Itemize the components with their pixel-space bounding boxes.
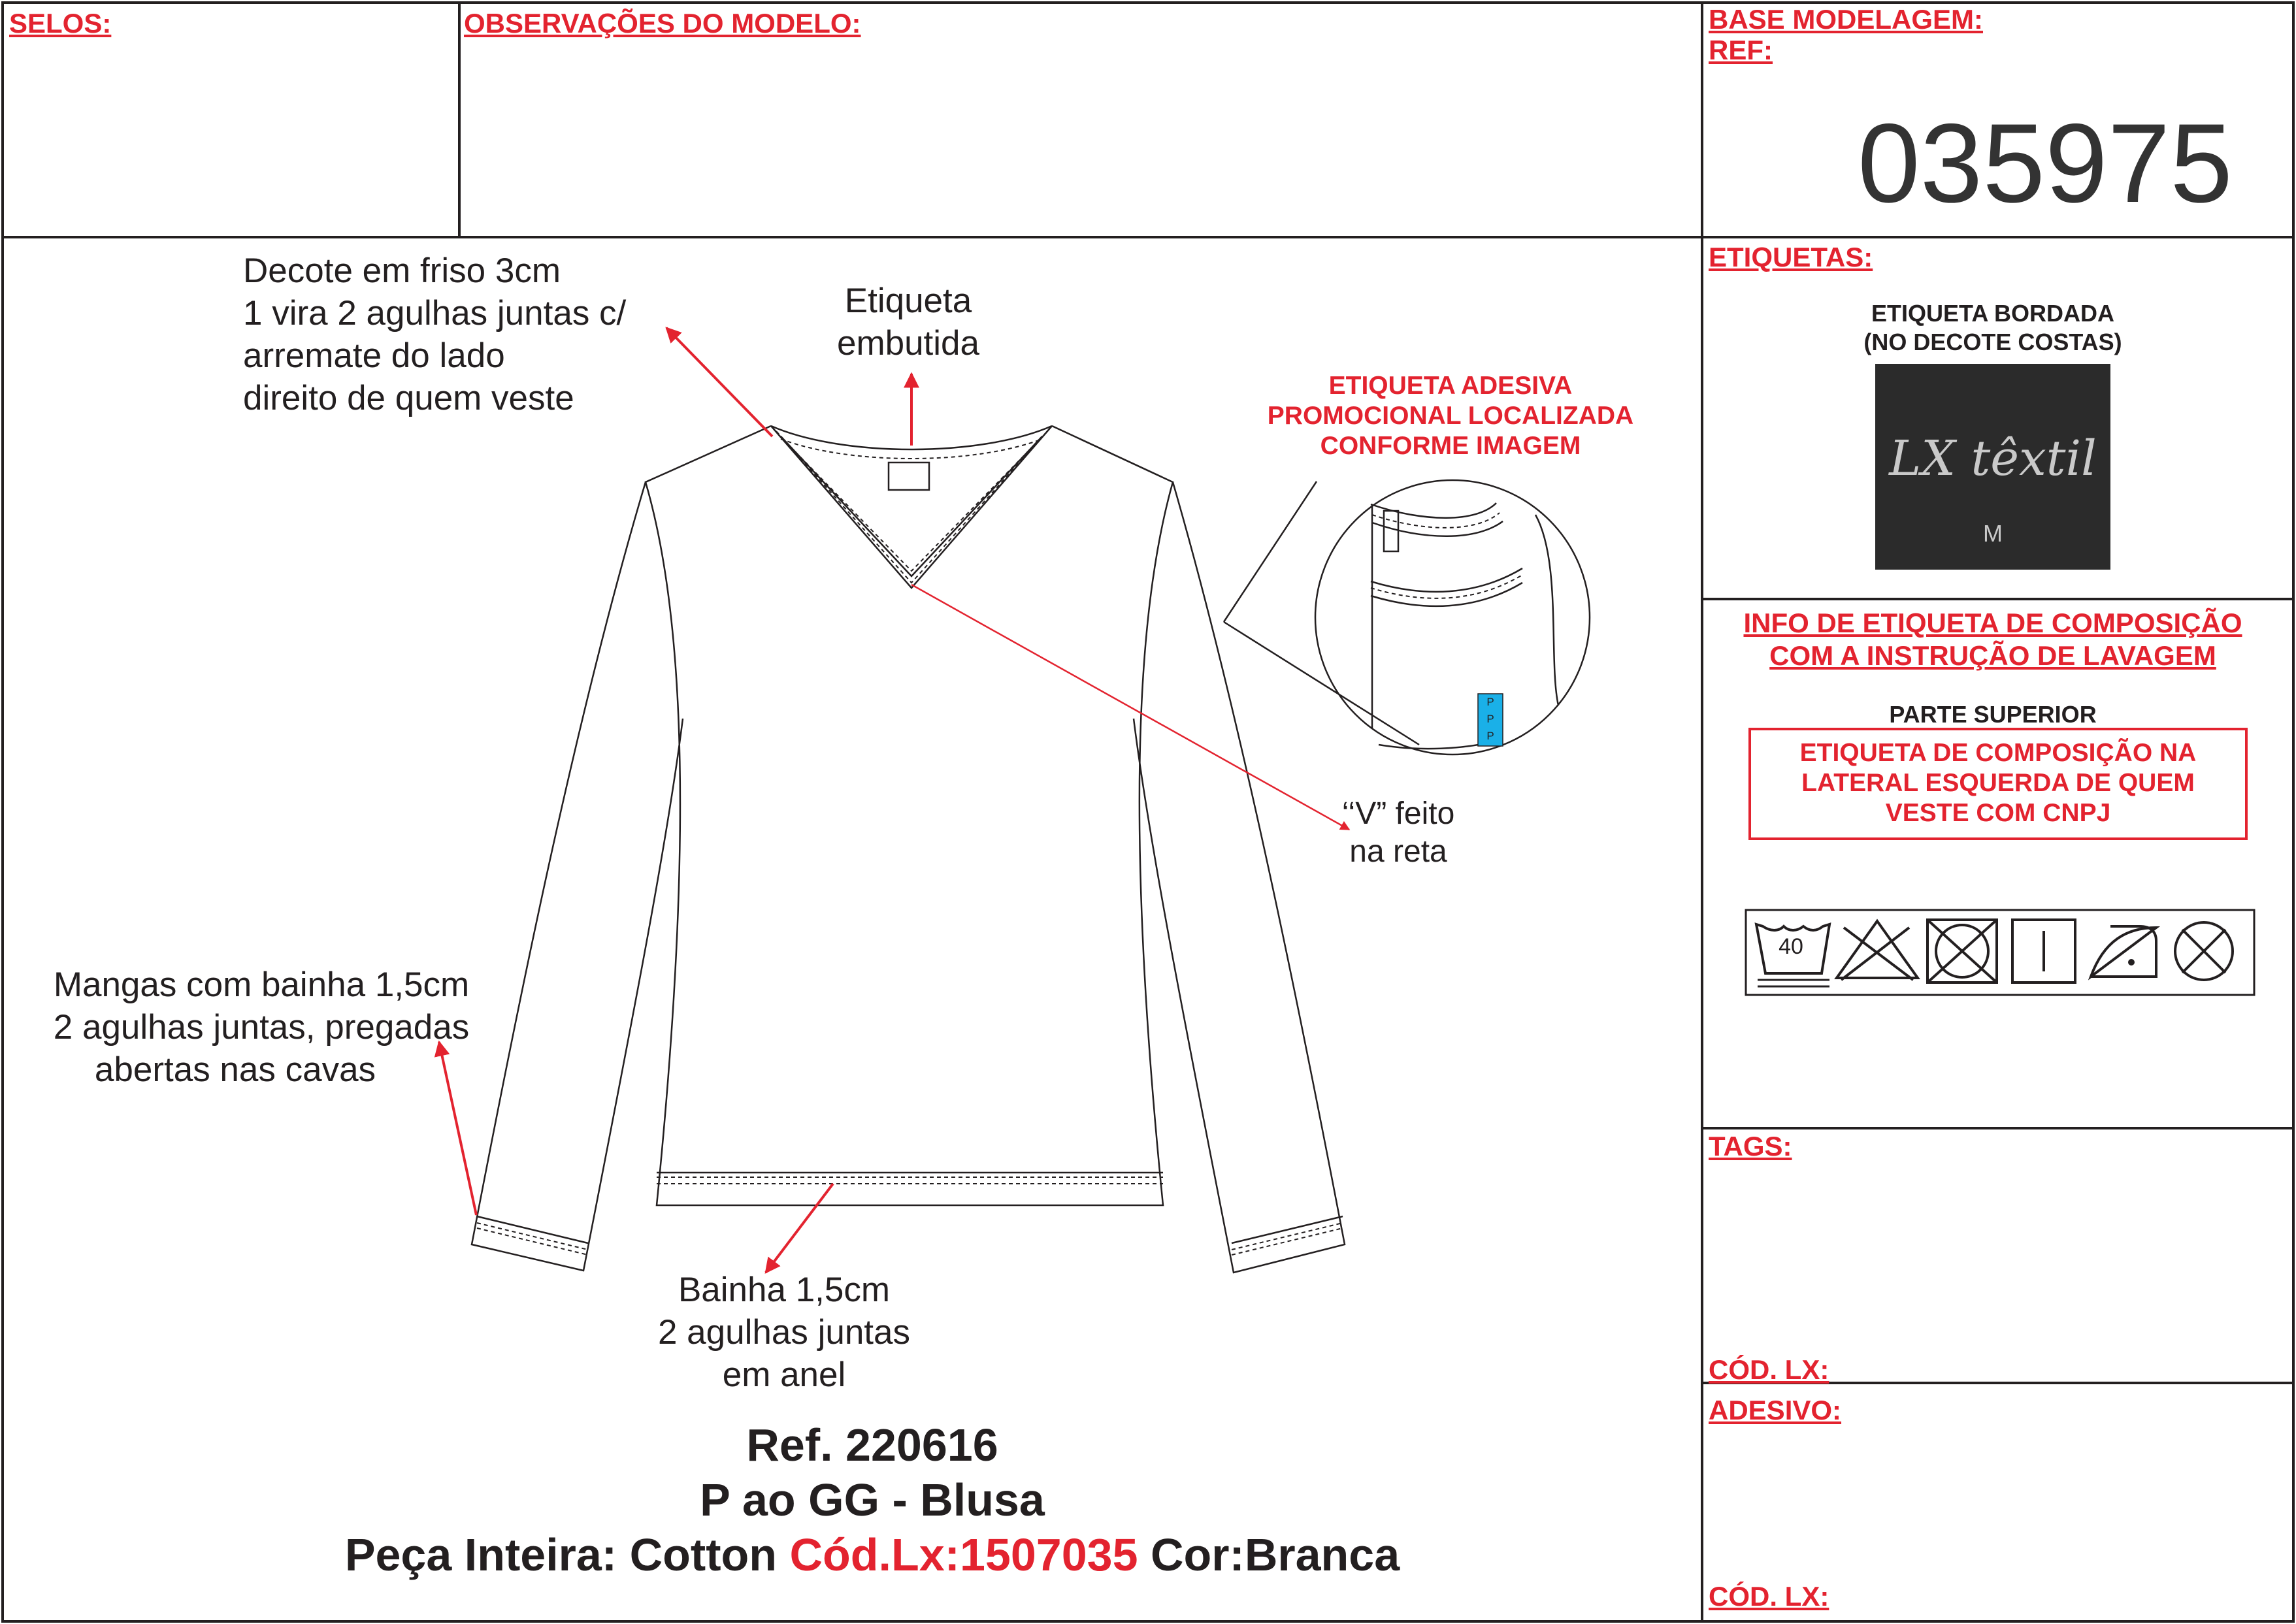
iron-low-icon xyxy=(2091,926,2156,977)
bainha-line-2: 2 agulhas juntas xyxy=(657,1313,910,1352)
composicao-box-text xyxy=(1751,738,2245,828)
etiqueta-bordada-caption xyxy=(1790,299,2195,357)
decote-line-3: arremate do lado xyxy=(243,336,505,375)
decote-note xyxy=(243,250,626,419)
composicao-line-2: LATERAL ESQUERDA DE QUEM xyxy=(1801,769,2195,797)
composicao-line-3: VESTE COM CNPJ xyxy=(1885,799,2111,827)
decote-line-2: 1 vira 2 agulhas juntas c/ xyxy=(243,294,627,333)
footer-cod-lx: Cód.Lx:1507035 xyxy=(789,1529,1138,1580)
composicao-line-1: ETIQUETA DE COMPOSIÇÃO NA xyxy=(1799,739,2197,767)
info-composicao-line-2: COM A INSTRUÇÃO DE LAVAGEM xyxy=(1769,640,2216,671)
etiqueta-adesiva-line-1: ETIQUETA ADESIVA xyxy=(1328,372,1573,400)
brand-logo: LX têxtil xyxy=(1889,430,2097,487)
callout-arrows xyxy=(439,328,1349,1273)
line-dry-icon xyxy=(2012,920,2075,983)
info-composicao-line-1: INFO DE ETIQUETA DE COMPOSIÇÃO xyxy=(1743,608,2242,638)
mangas-line-2: 2 agulhas juntas, pregadas xyxy=(53,1008,470,1047)
bainha-line-1: Bainha 1,5cm xyxy=(678,1271,891,1309)
ref-label: REF: xyxy=(1709,35,1773,65)
size-tag-letter-2: P xyxy=(1486,713,1494,725)
size-tag-letter-1: P xyxy=(1486,696,1494,708)
parte-superior-label: PARTE SUPERIOR xyxy=(1889,701,2097,728)
selos-label: SELOS: xyxy=(9,8,112,39)
footer-cor: Cor:Branca xyxy=(1138,1529,1400,1580)
bainha-note xyxy=(588,1269,980,1396)
observacoes-label: OBSERVAÇÕES DO MODELO: xyxy=(464,8,861,39)
wash-temperature: 40 xyxy=(1779,934,1803,959)
size-tag-letter-3: P xyxy=(1486,730,1494,742)
detail-magnifier xyxy=(1224,480,1590,755)
etiqueta-embutida-note xyxy=(804,280,1013,365)
footer-peca: Peça Inteira: Cotton xyxy=(344,1529,790,1580)
info-composicao-title xyxy=(1712,609,2274,670)
decote-line-4: direito de quem veste xyxy=(243,379,574,417)
footer-size: P ao GG - Blusa xyxy=(700,1474,1045,1525)
care-symbols-strip xyxy=(1746,910,2254,995)
size-tag-letters xyxy=(1478,694,1503,745)
tags-label: TAGS: xyxy=(1709,1131,1792,1161)
ref-number: 035975 xyxy=(1858,101,2233,226)
brand-label-patch xyxy=(1875,364,2110,570)
etiquetas-label: ETIQUETAS: xyxy=(1709,242,1873,272)
mangas-note xyxy=(7,964,516,1091)
v-feito-line-1: ‘‘V” feito xyxy=(1341,796,1455,831)
blouse-sketch xyxy=(472,426,1345,1273)
do-not-tumble-dry-icon xyxy=(1927,920,1997,983)
footer-ref: Ref. 220616 xyxy=(746,1420,998,1470)
etiqueta-embutida-line-1: Etiqueta xyxy=(844,282,972,320)
v-feito-note xyxy=(1300,795,1496,871)
base-modelagem-label: BASE MODELAGEM: xyxy=(1709,4,1983,35)
bainha-line-3: em anel xyxy=(722,1356,846,1394)
v-feito-line-2: na reta xyxy=(1349,834,1447,869)
do-not-dry-clean-icon xyxy=(2175,922,2233,980)
do-not-bleach-icon xyxy=(1837,921,1918,980)
etiqueta-embutida-line-2: embutida xyxy=(836,324,980,363)
brand-size: M xyxy=(1983,520,2003,547)
etiqueta-bordada-line-2: (NO DECOTE COSTAS) xyxy=(1863,329,2122,355)
decote-line-1: Decote em friso 3cm xyxy=(243,252,561,290)
etiqueta-bordada-line-1: ETIQUETA BORDADA xyxy=(1871,300,2114,327)
mangas-line-1: Mangas com bainha 1,5cm xyxy=(53,966,470,1004)
cod-lx-label-adesivo: CÓD. LX: xyxy=(1709,1581,1829,1612)
etiqueta-adesiva-line-3: CONFORME IMAGEM xyxy=(1320,432,1581,460)
adesivo-label: ADESIVO: xyxy=(1709,1395,1842,1425)
etiqueta-adesiva-line-2: PROMOCIONAL LOCALIZADA xyxy=(1267,402,1634,430)
footer-product-line xyxy=(23,1527,1722,1582)
etiqueta-adesiva-note xyxy=(1228,371,1673,461)
cod-lx-label-tags: CÓD. LX: xyxy=(1709,1354,1829,1385)
mangas-line-3: abertas nas cavas xyxy=(94,1050,376,1089)
